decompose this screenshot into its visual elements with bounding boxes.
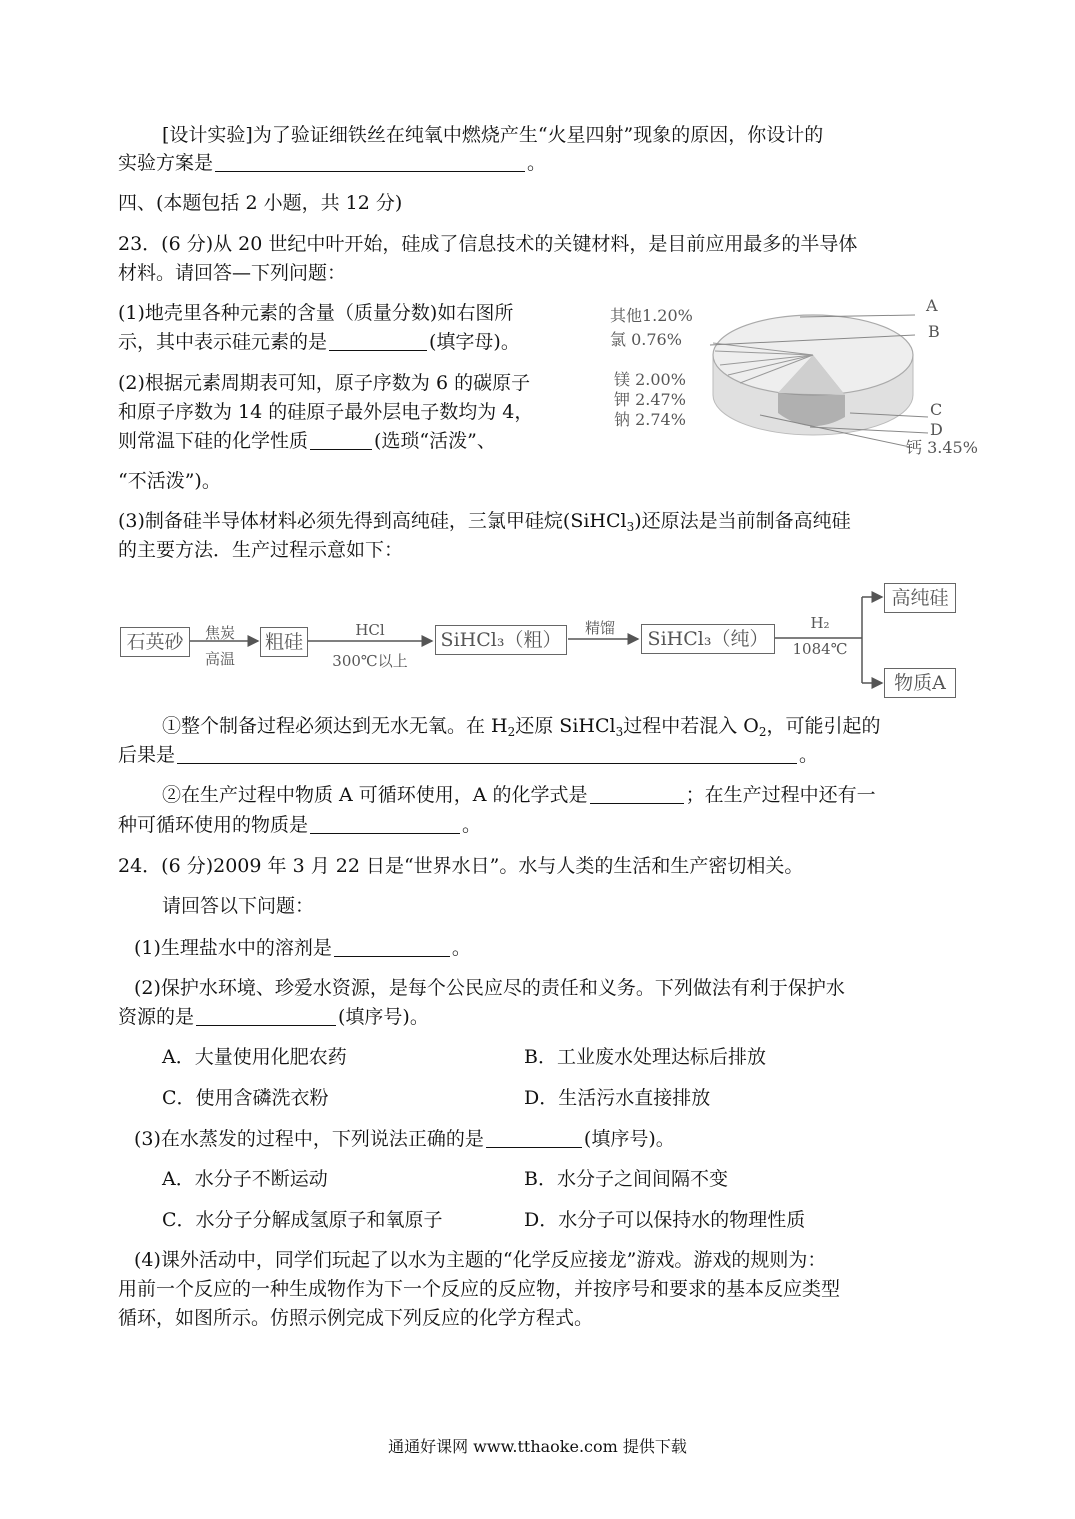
pie-label-c: C (930, 400, 943, 419)
q24-intro-2: 请回答以下问题： (162, 895, 315, 917)
q23-p2-line2: 和原子序数为 14 的硅原子最外层电子数均为 4， (118, 401, 534, 423)
flow-label-h2: H₂ (810, 614, 830, 632)
flow-label-1084c: 1084℃ (792, 640, 848, 658)
pie-label-a: A (926, 296, 938, 315)
q24-p3-option-d: D．水分子可以保持水的物理性质 (524, 1209, 806, 1231)
pie-label-k: 钾 2.47% (614, 390, 686, 409)
q24-p4-line1: (4)课外活动中，同学们玩起了以水为主题的“化学反应接龙”游戏。游戏的规则为： (134, 1249, 827, 1271)
flow-box-sihcl3-pure: SiHCl₃（纯） (641, 624, 775, 654)
flow-label-distillation: 精馏 (584, 619, 615, 637)
pie-label-ca: 钙 3.45% (906, 438, 978, 457)
pie-label-d: D (930, 420, 943, 439)
q24-p4-line3: 循环，如图所示。仿照示例完成下列反应的化学方程式。 (118, 1307, 594, 1329)
q24-p4-line2: 用前一个反应的一种生成物作为下一个反应的反应物，并按序号和要求的基本反应类型 (118, 1278, 841, 1300)
q24-p2-option-b: B．工业废水处理达标后排放 (524, 1046, 766, 1068)
q24-p3: (3)在水蒸发的过程中，下列说法正确的是 (填序号)。 (134, 1128, 675, 1150)
pie-label-mg: 镁 2.00% (614, 370, 686, 389)
q24-p2-option-d: D．生活污水直接排放 (524, 1087, 711, 1109)
flow-label-high-temp: 高温 (204, 650, 235, 668)
flow-box-sihcl3-crude: SiHCl₃（粗） (435, 625, 567, 655)
pie-label-cl: 氯 0.76% (610, 330, 682, 349)
q23-intro-2: 材料。请回答—下列问题： (118, 262, 347, 284)
q24-p2-line1: (2)保护水环境、珍爱水资源，是每个公民应尽的责任和义务。下列做法有利于保护水 (134, 977, 845, 999)
answer-blank[interactable] (196, 1007, 336, 1026)
section-heading: 四、(本题包括 2 小题，共 12 分) (118, 192, 403, 214)
q24-intro-1: 24．(6 分)2009 年 3 月 22 日是“世界水日”。水与人类的生活和生产密切相关。 (118, 855, 804, 877)
design-line-1: [设计实验]为了验证细铁丝在纯氧中燃烧产生“火星四射”现象的原因，你设计的 (162, 124, 824, 146)
q23-p3-line1: (3)制备硅半导体材料必须先得到高纯硅，三氯甲硅烷(SiHCl$_3$)还原法是当前制备高纯硅 (118, 510, 851, 534)
answer-blank[interactable] (334, 938, 450, 957)
q24-p2-option-a: A．大量使用化肥农药 (162, 1046, 347, 1068)
answer-blank[interactable] (215, 153, 525, 172)
design-line-2: 实验方案是 。 (118, 152, 547, 174)
answer-blank[interactable] (177, 745, 797, 764)
pie-label-na: 钠 2.74% (614, 410, 686, 429)
answer-blank[interactable] (310, 431, 372, 450)
q23-sub2-line2: 种可循环使用的物质是 。 (118, 814, 482, 836)
page-footer: 通通好课网 www.tthaoke.com 提供下载 (388, 1437, 687, 1456)
flow-box-high-purity-silicon: 高纯硅 (884, 583, 956, 613)
q23-p1-line1: (1)地壳里各种元素的含量（质量分数)如右图所 (118, 302, 514, 324)
flow-label-hcl: HCl (355, 621, 385, 639)
pie-label-b: B (928, 322, 940, 341)
q23-p2-line3: 则常温下硅的化学性质 (选琐“活泼”、 (118, 430, 496, 452)
flow-box-substance-a: 物质A (884, 668, 956, 698)
q24-p2-option-c: C．使用含磷洗衣粉 (162, 1087, 329, 1109)
q23-sub1-line1: ①整个制备过程必须达到无水无氧。在 $H_2$还原 SiHCl$_3$过程中若混入 $O_2$，可能引起的 (162, 715, 881, 739)
answer-blank[interactable] (486, 1129, 582, 1148)
flow-label-300c: 300℃以上 (332, 652, 408, 670)
q24-p2-line2: 资源的是 (填序号)。 (118, 1006, 429, 1028)
q23-p1-line2: 示，其中表示硅元素的是 (填字母)。 (118, 331, 520, 353)
q24-p1: (1)生理盐水中的溶剂是 。 (134, 937, 471, 959)
answer-blank[interactable] (310, 815, 460, 834)
q24-p3-option-b: B．水分子之间间隔不变 (524, 1168, 728, 1190)
q23-sub2-line1: ②在生产过程中物质 A 可循环使用，A 的化学式是 ；在生产过程中还有一 (162, 784, 876, 806)
flow-box-quartz-sand: 石英砂 (120, 627, 190, 657)
q23-p3-line2: 的主要方法．生产过程示意如下： (118, 539, 404, 561)
q24-p3-option-a: A．水分子不断运动 (162, 1168, 328, 1190)
q23-p2-line4: “不活泼”)。 (118, 470, 221, 492)
q24-p3-option-c: C．水分子分解成氢原子和氧原子 (162, 1209, 443, 1231)
answer-blank[interactable] (590, 785, 684, 804)
pie-label-other: 其他1.20% (610, 306, 693, 325)
q23-p2-line1: (2)根据元素周期表可知，原子序数为 6 的碳原子 (118, 372, 531, 394)
answer-blank[interactable] (329, 332, 427, 351)
crust-pie-figure (610, 295, 990, 465)
q23-intro-1: 23．(6 分)从 20 世纪中叶开始，硅成了信息技术的关键材料，是目前应用最多的半导体 (118, 233, 858, 255)
flow-box-crude-silicon: 粗硅 (260, 627, 308, 657)
flow-label-coke: 焦炭 (204, 624, 235, 642)
q23-sub1-line2: 后果是 。 (118, 744, 819, 766)
